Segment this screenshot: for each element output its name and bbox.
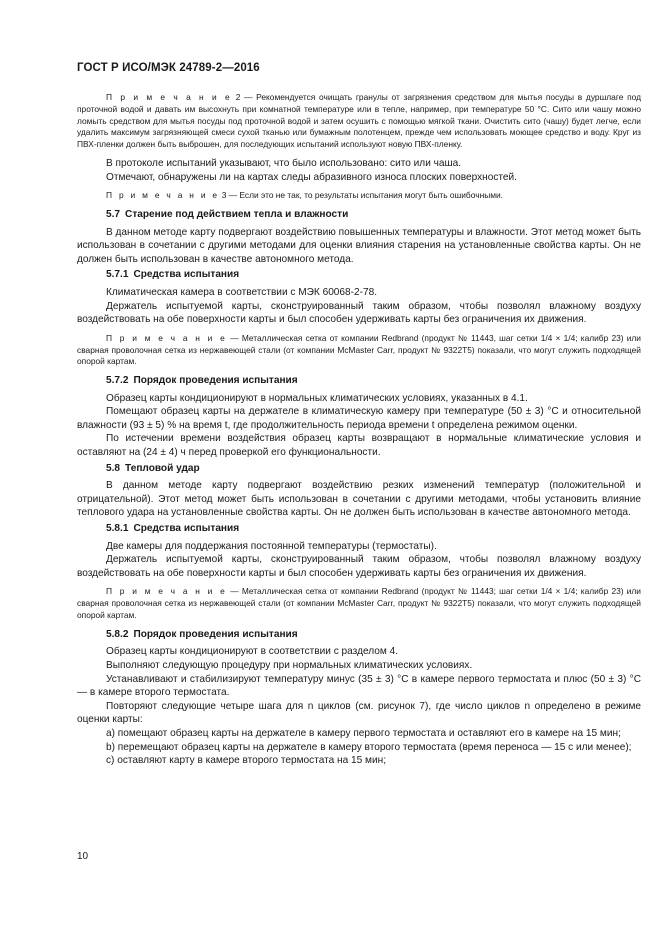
body-paragraph: Помещают образец карты на держателе в климатическую камеру при температуре (50 ± 3) °С и относительной влажности (93 ± 5) % на время t, где продолжительность периода времени t определена режимом оценки. [77,406,641,431]
note-label: П р и м е ч а н и е [106,332,228,343]
section-title: Средства испытания [133,269,240,281]
body-paragraph: В протоколе испытаний указывают, что было использовано: сито или чаша. [106,157,462,169]
section-title: Тепловой удар [125,462,200,474]
section-number: 5.7.1 [106,269,129,281]
note-paragraph [77,333,641,368]
note-paragraph [77,190,641,202]
note-label: П р и м е ч а н и е [106,190,220,201]
body-paragraph: Две камеры для поддержания постоянной температуры (термостаты). [106,540,437,552]
document-header: ГОСТ Р ИСО/МЭК 24789-2—2016 [77,62,260,74]
note-paragraph [77,586,641,621]
section-title: Старение под действием тепла и влажности [125,208,349,220]
body-paragraph: Держатель испытуемой карты, сконструированный таким образом, чтобы позволял влажному воздуху воздействовать на обе поверхности карты и был способен удерживать карты без ограничения их движения. [77,300,641,326]
section-heading [77,268,641,282]
section-title: Порядок проведения испытания [133,628,298,640]
section-number: 5.8.2 [106,628,129,640]
section-title: Порядок проведения испытания [133,375,298,387]
body-paragraph: По истечении времени воздействия образец карты возвращают в нормальные климатические условия и оставляют на (24 ± 4) ч перед проверкой его функциональности. [77,433,641,459]
note-paragraph [77,92,641,151]
note-label: П р и м е ч а н и е [106,92,232,102]
section-heading [77,628,641,642]
body-paragraph: b) перемещают образец карты на держателе в камеру второго термостата (время переноса — 15 с или менее); [106,741,632,753]
note-text: — Металлическая сетка от компании Redbrand (продукт № 11443; шаг сетки 1/4 × 1/4; калибр 23) или сварная проволочная сетка из нержавеющей стали (от компании McMaster Carr, продукт № 9322Т5) показали, что могут служить подходящей опорой картам. [77,586,641,621]
body-paragraph: a) помещают образец карты на держателе в камеру первого термостата и оставляют его в камере на 15 мин; [106,727,621,739]
body-paragraph: Образец карты кондиционируют в соответствии с разделом 4. [106,646,399,658]
page-number: 10 [77,851,89,862]
note-text: 3 — Если это не так, то результаты испытания могут быть ошибочными. [219,190,503,201]
note-label: П р и м е ч а н и е [106,586,228,597]
document-body [77,92,641,768]
body-paragraph: Держатель испытуемой карты, сконструированный таким образом, чтобы позволял влажному воздуху воздействовать на обе поверхности карты и был способен удерживать карты без ограничения их движения. [77,554,641,579]
body-paragraph: Климатическая камера в соответствии с МЭК 60068-2-78. [106,286,378,298]
section-number: 5.8 [106,462,121,474]
section-heading [77,374,641,388]
section-heading [77,522,641,536]
section-heading [77,208,641,222]
body-paragraph: Устанавливают и стабилизируют температуру минус (35 ± 3) °С в камере первого термостата и плюс (50 ± 3) °С — в камере второго термостата. [77,673,641,699]
body-paragraph: В данном методе карту подвергают воздействию резких изменений температур (положительной и отрицательной). Этот метод может быть использован в сочетании с другими методами, чтобы установить влияние теплового удара на установленные свойства карты. Он не должен быть использован в качестве автономного метода. [77,480,641,519]
body-paragraph: Отмечают, обнаружены ли на картах следы абразивного износа плоских поверхностей. [106,171,517,183]
section-number: 5.8.1 [106,523,129,535]
section-title: Средства испытания [133,523,240,535]
body-paragraph: Выполняют следующую процедуру при нормальных климатических условиях. [106,660,473,671]
body-paragraph: c) оставляют карту в камере второго термостата на 15 мин; [106,755,387,767]
body-paragraph: Повторяют следующие четыре шага для n циклов (см. рисунок 7), где число циклов n определено в режиме оценки карты: [77,700,641,726]
section-number: 5.7.2 [106,375,129,387]
body-paragraph: Образец карты кондиционируют в нормальных климатических условиях, указанных в 4.1. [106,392,528,404]
body-paragraph: В данном методе карту подвергают воздействию повышенных температуры и влажности. Этот метод может быть использован в сочетании с другими методами для оценки влияния старения на установленные свойства карты. Он не должен быть использован в качестве автономного метода. [77,226,641,265]
note-text: 2 — Рекомендуется очищать гранулы от загрязнения средством для мытья посуды в дуршлаге под проточной водой и давать им высохнуть при комнатной температуре или в тепле, например, при температуре 50 °С. Сито или чашу можно ломыть средством для мытья посуды под проточной водой и затем осушить с помощью мягкой ткани. Очистить сито (чашу) будет легче, если удалить максимум загрязняющей смеси сухой тканью или бумажным полотенцем, прежде чем использовать моющее средство и воду. Круг из ПВХ-пленки должен быть выброшен, для последующих испытаний используют новую ПВХ-пленку. [77,92,641,150]
section-number: 5.7 [106,208,121,220]
section-heading [77,462,641,476]
note-text: — Металлическая сетка от компании Redbrand (продукт № 11443, шаг сетки 1/4 × 1/4; калибр 23) или сварная проволочная сетка из нержавеющей стали (от компании McMaster Carr, продукт № 9322Т5) показали, что могут служить подходящей опорой картам. [77,332,641,367]
